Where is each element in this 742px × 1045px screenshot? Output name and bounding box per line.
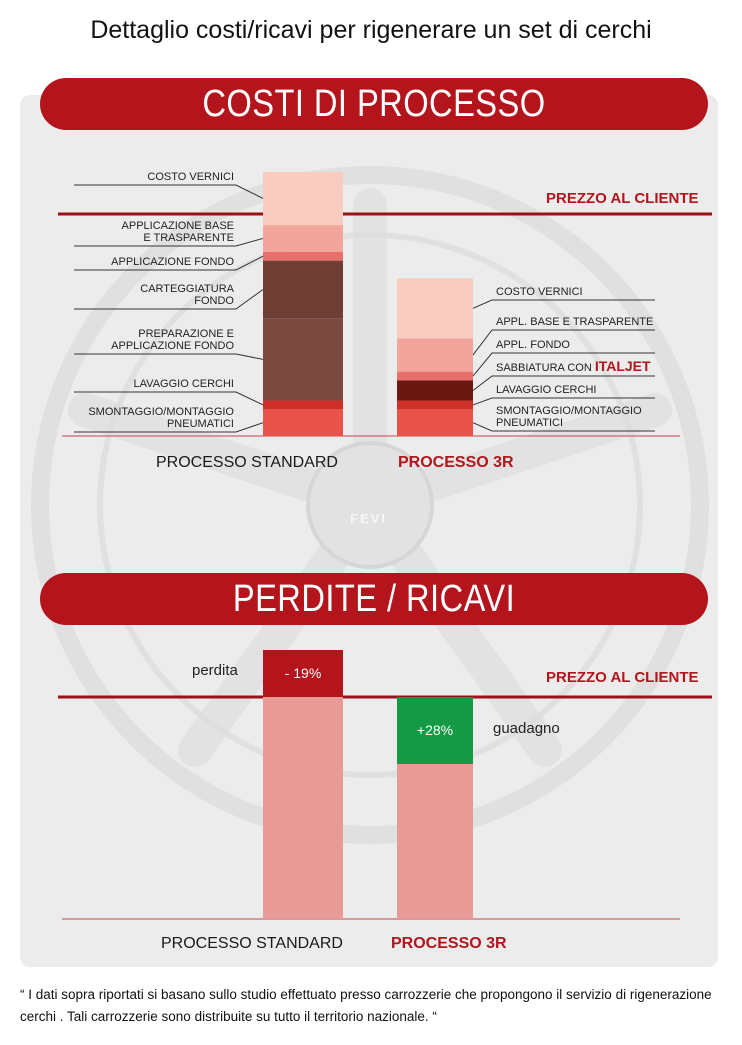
bar — [397, 759, 473, 919]
segment-label: CARTEGGIATURA FONDO — [140, 283, 234, 307]
delta-label: - 19% — [284, 664, 322, 681]
segment-label: APPL. FONDO — [496, 339, 570, 351]
side-label: guadagno — [493, 720, 560, 737]
segment-label: COSTO VERNICI — [496, 286, 583, 298]
segment-label: LAVAGGIO CERCHI — [133, 378, 234, 390]
segment-label: SMONTAGGIO/MONTAGGIO PNEUMATICI — [496, 405, 642, 429]
segment-label: APPLICAZIONE FONDO — [111, 256, 234, 268]
segment-label: LAVAGGIO CERCHI — [496, 384, 597, 396]
category-label: PROCESSO STANDARD — [161, 935, 343, 952]
prezzo-cliente-label: PREZZO AL CLIENTE — [546, 190, 699, 207]
page-title: Dettaglio costi/ricavi per rigenerare un set di cerchi — [90, 16, 652, 44]
segment-label: SMONTAGGIO/MONTAGGIO PNEUMATICI — [88, 406, 234, 430]
italjet-brand: ITALJET — [594, 358, 651, 374]
footnote: “ I dati sopra riportati si basano sullo studio effettuato presso carrozzerie che propongono il servizio di rigenerazione cerchi . Tali carrozzerie sono distribuite su tutto il territorio nazionale. “ — [20, 987, 712, 1024]
prezzo-cliente-label: PREZZO AL CLIENTE — [546, 669, 699, 686]
costi-banner-title: COSTI DI PROCESSO — [202, 83, 546, 125]
perdite-banner-title: PERDITE / RICAVI — [232, 578, 516, 620]
category-label: PROCESSO 3R — [391, 935, 507, 952]
hub-logo-icon: FEVI — [350, 511, 387, 526]
segment-label: SABBIATURA CON ITALJET — [496, 358, 651, 374]
bar — [263, 697, 343, 919]
delta-label: +28% — [416, 721, 454, 738]
category-label: PROCESSO STANDARD — [156, 454, 338, 471]
side-label: perdita — [192, 662, 238, 679]
category-label: PROCESSO 3R — [398, 454, 514, 471]
segment-label: PREPARAZIONE E APPLICAZIONE FONDO — [111, 328, 234, 352]
segment-label: APPLICAZIONE BASE E TRASPARENTE — [121, 220, 234, 244]
segment-label: COSTO VERNICI — [147, 171, 234, 183]
segment-label: APPL. BASE E TRASPARENTE — [496, 316, 654, 328]
